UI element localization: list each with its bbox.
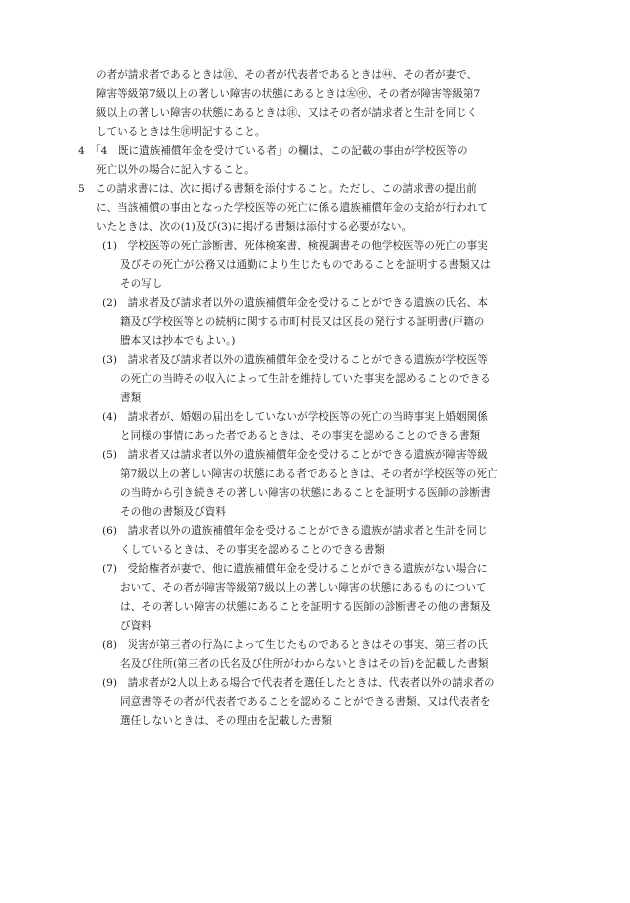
document-line: は、その著しい障害の状態にあることを証明する医師の診断書その他の書類及 <box>120 601 491 613</box>
document-line: 死亡以外の場合に記入すること。 <box>96 164 255 176</box>
document-line: 級以上の著しい障害の状態にあるときは㊟、又はその者が請求者と生計を同じく <box>96 107 478 119</box>
document-line: び資料 <box>120 620 152 632</box>
document-line: 書類 <box>120 392 142 404</box>
document-line: 名及び住所(第三者の氏名及び住所がわからないときはその旨)を記載した書類 <box>120 658 489 670</box>
document-line: 謄本又は抄本でもよい。) <box>120 335 236 347</box>
document-line: の死亡の当時その収入によって生計を維持していた事実を認めることのできる <box>120 373 491 385</box>
document-line: (5) 請求者又は請求者以外の遺族補償年金を受けることができる遺族が障害等級 <box>102 449 488 461</box>
document-line: 4 「4 既に遺族補償年金を受けている者」の欄は、この記載の事由が学校医等の <box>78 145 468 157</box>
document-line: (4) 請求者が、婚姻の届出をしていないが学校医等の死亡の当時事実上婚姻関係 <box>102 411 488 423</box>
document-body <box>78 66 546 731</box>
document-line: おいて、その者が障害等級第7級以上の著しい障害の状態にあるものについて <box>120 582 487 594</box>
document-line: くしているときは、その事実を認めることのできる書類 <box>120 544 385 556</box>
document-line: の者が請求者であるときは㊟、その者が代表者であるときは㊹、その者が妻で、 <box>96 69 478 81</box>
document-line: と同様の事情にあった者であるときは、その事実を認めることのできる書類 <box>120 430 481 442</box>
document-line: 5 この請求書には、次に掲げる書類を添付すること。ただし、この請求書の提出前 <box>78 183 477 195</box>
document-line: 障害等級第7級以上の著しい障害の状態にあるときは㊧㊥、その者が障害等級第7 <box>96 88 481 100</box>
document-line: (3) 請求者及び請求者以外の遺族補償年金を受けることができる遺族が学校医等 <box>102 354 488 366</box>
document-line: いたときは、次の(1)及び(3)に掲げる書類は添付する必要がない。 <box>96 221 413 233</box>
document-line: 籍及び学校医等との続柄に関する市町村長又は区長の発行する証明書(戸籍の <box>120 316 485 328</box>
document-line: その他の書類及び資料 <box>120 506 226 518</box>
document-line: の当時から引き続きその著しい障害の状態にあることを証明する医師の診断書 <box>120 487 491 499</box>
document-line: しているときは生㊟明記すること。 <box>96 126 266 138</box>
document-line: (9) 請求者が2人以上ある場合で代表者を選任したときは、代表者以外の請求者の <box>102 677 495 689</box>
document-line: 第7級以上の著しい障害の状態にある者であるときは、その者が学校医等の死亡 <box>120 468 498 480</box>
document-line: 同意書等その者が代表者であることを認めることができる書類、又は代表者を <box>120 696 491 708</box>
document-line: 選任しないときは、その理由を記載した書類 <box>120 715 332 727</box>
document-line: (1) 学校医等の死亡診断書、死体検案書、検視調書その他学校医等の死亡の事実 <box>102 240 488 252</box>
document-line: 及びその死亡が公務又は通勤により生じたものであることを証明する書類又は <box>120 259 491 271</box>
document-line: (6) 請求者以外の遺族補償年金を受けることができる遺族が請求者と生計を同じ <box>102 525 488 537</box>
document-line: (2) 請求者及び請求者以外の遺族補償年金を受けることができる遺族の氏名、本 <box>102 297 488 309</box>
document-line: (8) 災害が第三者の行為によって生じたものであるときはその事実、第三者の氏 <box>102 639 488 651</box>
document-line: (7) 受給権者が妻で、他に遺族補償年金を受けることができる遺族がない場合に <box>102 563 488 575</box>
document-line: に、当該補償の事由となった学校医等の死亡に係る遺族補償年金の支給が行われて <box>96 202 488 214</box>
document-line: その写し <box>120 278 163 290</box>
